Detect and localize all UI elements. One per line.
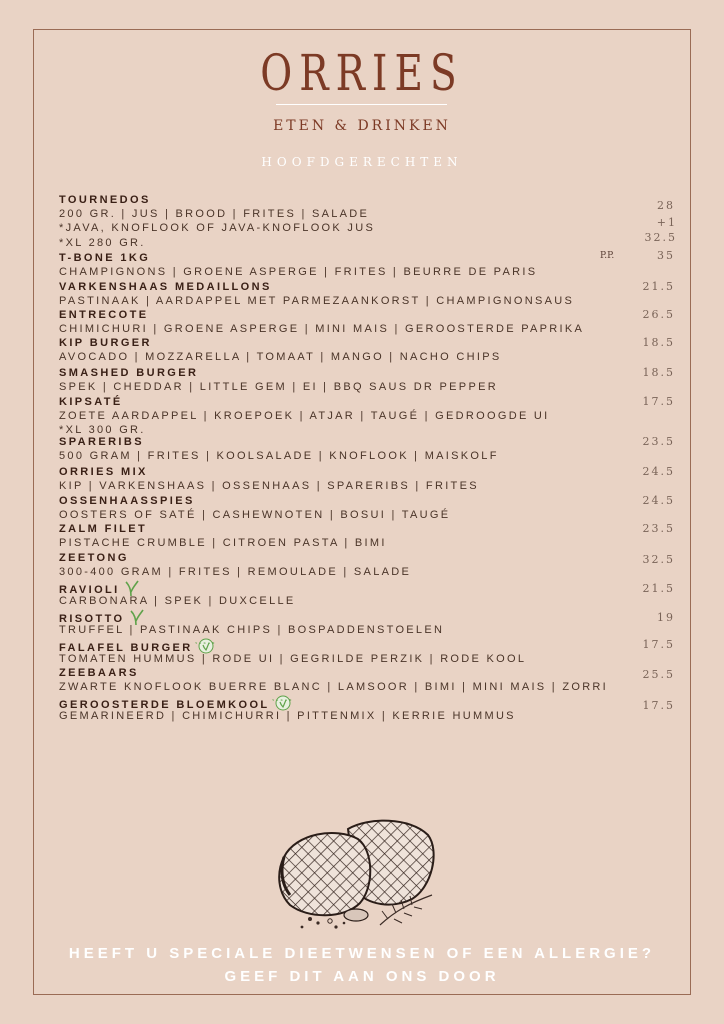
menu-item	[59, 494, 679, 522]
menu-item-name-text: KIP BURGER	[59, 337, 152, 349]
menu-item-price: 17.5	[642, 395, 675, 408]
menu-item	[59, 308, 679, 336]
menu-item-name	[59, 193, 151, 207]
menu-item-name	[59, 366, 198, 380]
menu-item-description: 200 GR. | JUS | BROOD | FRITES | SALADE	[59, 208, 370, 220]
extra-xl-tournedos-price: 32.5	[644, 231, 677, 244]
menu-item-name-text: ORRIES MIX	[59, 466, 148, 478]
menu-item	[59, 366, 679, 394]
menu-item-name-text: TOURNEDOS	[59, 194, 151, 206]
menu-item-name	[59, 666, 139, 680]
menu-item-description: KIP | VARKENSHAAS | OSSENHAAS | SPARERIBS | FRITES	[59, 480, 479, 492]
extra-xl-tournedos-text: *XL 280 GR.	[59, 237, 146, 249]
menu-item-name-text: KIPSATÉ	[59, 396, 123, 408]
steak-illustration	[270, 815, 445, 940]
menu-item-description: CHIMICHURI | GROENE ASPERGE | MINI MAIS | GEROOSTERDE PAPRIKA	[59, 323, 585, 335]
menu-item	[59, 395, 679, 423]
menu-item-description: TOMATEN HUMMUS | RODE UI | GEGRILDE PERZIK | RODE KOOL	[59, 653, 527, 665]
footer-line-1: HEEFT U SPECIALE DIEETWENSEN OF EEN ALLERGIE?	[68, 945, 656, 962]
menu-item	[59, 336, 679, 364]
menu-item-name-text: GEROOSTERDE BLOEMKOOL	[59, 698, 270, 711]
menu-item	[59, 193, 679, 221]
menu-item-price: 21.5	[642, 280, 675, 293]
menu-item	[59, 435, 679, 463]
menu-item-name-text: VARKENSHAAS MEDAILLONS	[59, 281, 272, 293]
menu-item-price: 21.5	[642, 582, 675, 595]
menu-item-name	[59, 435, 144, 449]
section-title: HOOFDGERECHTEN	[261, 155, 463, 169]
menu-item	[59, 465, 679, 493]
extra-xl-kipsate-text: *XL 300 GR.	[59, 424, 146, 436]
menu-item-name-text: ENTRECOTE	[59, 309, 149, 321]
menu-item	[59, 695, 679, 723]
menu-item-price: 17.5	[642, 638, 675, 651]
menu-item-price: 17.5	[642, 699, 675, 712]
menu-item-name	[59, 551, 129, 565]
menu-item-price: 24.5	[642, 494, 675, 507]
menu-item-description: ZOETE AARDAPPEL | KROEPOEK | ATJAR | TAUGÉ | GEDROOGDE UI	[59, 410, 550, 422]
menu-item-name-text: T-BONE 1KG	[59, 252, 151, 264]
menu-item-price: 23.5	[642, 522, 675, 535]
menu-item-price: 18.5	[642, 366, 675, 379]
menu-item-name-text: ZEETONG	[59, 552, 129, 564]
brand-tagline: ETEN & DRINKEN	[273, 118, 451, 134]
menu-item	[59, 580, 679, 608]
menu-item-name-text: RAVIOLI	[59, 583, 120, 596]
menu-item-name	[59, 280, 272, 294]
menu-item	[59, 551, 679, 579]
menu-item-description: TRUFFEL | PASTINAAK CHIPS | BOSPADDENSTOELEN	[59, 624, 445, 636]
menu-item-price: 28	[657, 199, 675, 212]
menu-item-description: PISTACHE CRUMBLE | CITROEN PASTA | BIMI	[59, 537, 387, 549]
menu-item-name-text: ZEEBAARS	[59, 667, 139, 679]
menu-item-description: 500 GRAM | FRITES | KOOLSALADE | KNOFLOOK | MAISKOLF	[59, 450, 499, 462]
menu-item-price: 19	[657, 611, 675, 624]
menu-item	[59, 522, 679, 550]
menu-item-price: 25.5	[642, 668, 675, 681]
menu-item-description: SPEK | CHEDDAR | LITTLE GEM | EI | BBQ SAUS DR PEPPER	[59, 381, 498, 393]
menu-item-price: 18.5	[642, 336, 675, 349]
menu-item-name-text: OSSENHAASSPIES	[59, 495, 195, 507]
menu-item-description: ZWARTE KNOFLOOK BUERRE BLANC | LAMSOOR | BIMI | MINI MAIS | ZORRI	[59, 681, 609, 693]
menu-item-description: PASTINAAK | AARDAPPEL MET PARMEZAANKORST | CHAMPIGNONSAUS	[59, 295, 575, 307]
menu-item-name	[59, 465, 148, 479]
menu-item	[59, 666, 679, 694]
menu-item	[59, 609, 679, 637]
menu-item-price: 23.5	[642, 435, 675, 448]
menu-item-description: CARBONARA | SPEK | DUXCELLE	[59, 595, 296, 607]
menu-item-name	[59, 251, 150, 265]
menu-item	[59, 638, 679, 666]
tbone-unit-label: P.P.	[600, 251, 615, 261]
menu-item-description: GEMARINEERD | CHIMICHURRI | PITTENMIX | KERRIE HUMMUS	[59, 710, 516, 722]
menu-item-price: 32.5	[642, 553, 675, 566]
menu-item	[59, 280, 679, 308]
menu-item-name	[59, 336, 152, 350]
footer-line-2: GEEF DIT AAN ONS DOOR	[224, 968, 500, 985]
brand-divider	[276, 104, 447, 105]
menu-item-name	[59, 395, 123, 409]
menu-item-name-text: FALAFEL BURGER	[59, 641, 193, 654]
menu-item	[59, 251, 679, 279]
extra-java-text: *JAVA, KNOFLOOK OF JAVA-KNOFLOOK JUS	[59, 222, 376, 234]
menu-item-name	[59, 494, 195, 508]
menu-item-description: CHAMPIGNONS | GROENE ASPERGE | FRITES | BEURRE DE PARIS	[59, 266, 538, 278]
menu-item-name	[59, 308, 148, 322]
menu-item-description: 300-400 GRAM | FRITES | REMOULADE | SALADE	[59, 566, 412, 578]
menu-item-price: 24.5	[642, 465, 675, 478]
menu-item-price: 26.5	[642, 308, 675, 321]
menu-item-name-text: SMASHED BURGER	[59, 367, 199, 379]
menu-item-name-text: ZALM FILET	[59, 523, 148, 535]
menu-item-name-text: SPARERIBS	[59, 436, 144, 448]
menu-item-description: OOSTERS OF SATÉ | CASHEWNOTEN | BOSUI | TAUGÉ	[59, 509, 451, 521]
menu-item-name	[59, 522, 147, 536]
vegan-badge-label: VEGAN	[271, 699, 294, 702]
menu-item-name-text: RISOTTO	[59, 612, 125, 625]
menu-item-price: 35	[657, 249, 675, 262]
menu-item-description: AVOCADO | MOZZARELLA | TOMAAT | MANGO | NACHO CHIPS	[59, 351, 502, 363]
vegan-badge-label: VEGAN	[195, 642, 217, 645]
brand-logo: ORRIES	[260, 44, 464, 102]
extra-java-price: +1	[656, 216, 677, 229]
